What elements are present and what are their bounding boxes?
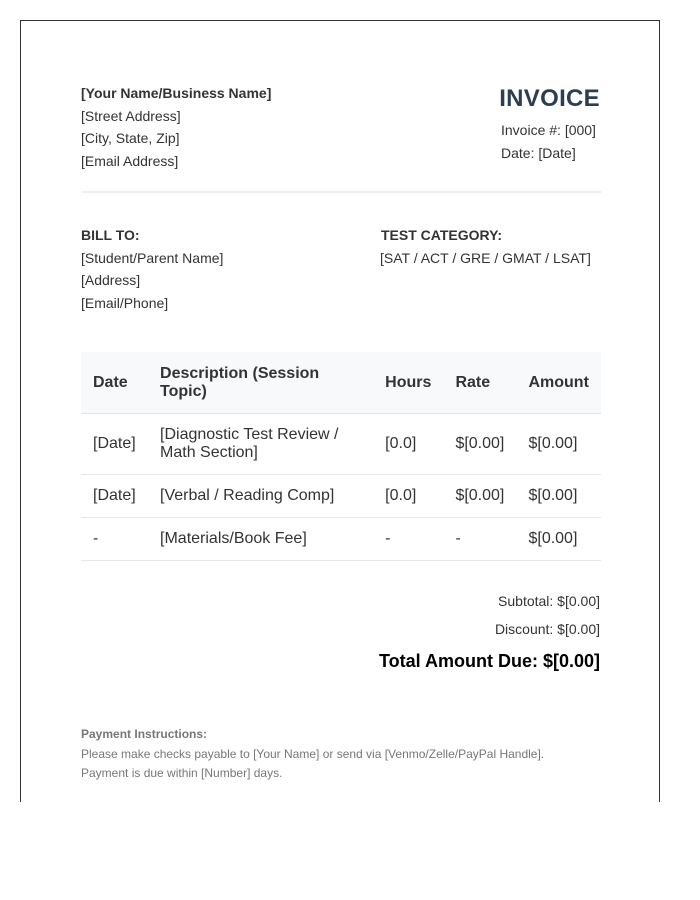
invoice-page <box>20 20 660 802</box>
header-divider <box>81 191 601 193</box>
payment-instructions-label: Payment Instructions: <box>81 727 208 741</box>
totals-block <box>300 592 600 672</box>
payment-instructions-line-2: Payment is due within [Number] days. <box>81 766 283 780</box>
row-rate: $[0.00] <box>443 475 516 518</box>
invoice-title: INVOICE <box>499 85 600 112</box>
column-header-date: Date <box>81 352 148 414</box>
column-header-rate: Rate <box>443 352 516 414</box>
invoice-date: Date: [Date] <box>501 145 576 161</box>
bill-to-contact: [Email/Phone] <box>81 294 169 311</box>
bill-to-label: BILL TO: <box>81 227 140 243</box>
sender-street: [Street Address] <box>81 107 181 124</box>
subtotal-line: Subtotal: $[0.00] <box>498 593 600 609</box>
column-header-hours: Hours <box>373 352 443 414</box>
column-header-description: Description (Session Topic) <box>148 352 373 414</box>
row-date: [Date] <box>81 475 148 518</box>
invoice-number: Invoice #: [000] <box>501 122 596 138</box>
test-category-block <box>380 224 600 269</box>
invoice-meta <box>501 119 600 165</box>
test-category-value: [SAT / ACT / GRE / GMAT / LSAT] <box>380 249 591 266</box>
table-row <box>81 475 601 518</box>
bill-to-address: [Address] <box>81 272 141 288</box>
row-date: - <box>81 518 148 561</box>
total-due-line: Total Amount Due: $[0.00] <box>378 651 600 671</box>
sender-email: [Email Address] <box>81 152 179 169</box>
sender-name: [Your Name/Business Name] <box>81 85 272 101</box>
row-description: [Diagnostic Test Review / Math Section] <box>148 414 373 475</box>
invoice-header <box>400 82 600 162</box>
test-category-label: TEST CATEGORY: <box>381 227 503 243</box>
table-row <box>81 518 601 561</box>
row-hours: - <box>373 518 443 561</box>
row-rate: $[0.00] <box>443 414 516 475</box>
table-header-row <box>81 352 601 414</box>
row-hours: [0.0] <box>373 414 443 475</box>
sender-city: [City, State, Zip] <box>81 130 180 146</box>
payment-instructions-line-1: Please make checks payable to [Your Name] or send via [Venmo/Zelle/PayPal Handle]. <box>81 746 545 761</box>
row-amount: $[0.00] <box>516 518 601 561</box>
discount-line: Discount: $[0.00] <box>494 621 600 637</box>
bill-to-name: [Student/Parent Name] <box>81 249 224 266</box>
table-row <box>81 414 601 475</box>
column-header-amount: Amount <box>516 352 601 414</box>
row-description: [Materials/Book Fee] <box>148 518 373 561</box>
row-rate: - <box>443 518 516 561</box>
row-amount: $[0.00] <box>516 475 601 518</box>
row-amount: $[0.00] <box>516 414 601 475</box>
sender-block <box>81 82 381 172</box>
line-items-table <box>81 352 601 561</box>
row-date: [Date] <box>81 414 148 475</box>
row-hours: [0.0] <box>373 475 443 518</box>
payment-instructions <box>81 725 601 784</box>
bill-to-block <box>81 224 331 314</box>
row-description: [Verbal / Reading Comp] <box>148 475 373 518</box>
